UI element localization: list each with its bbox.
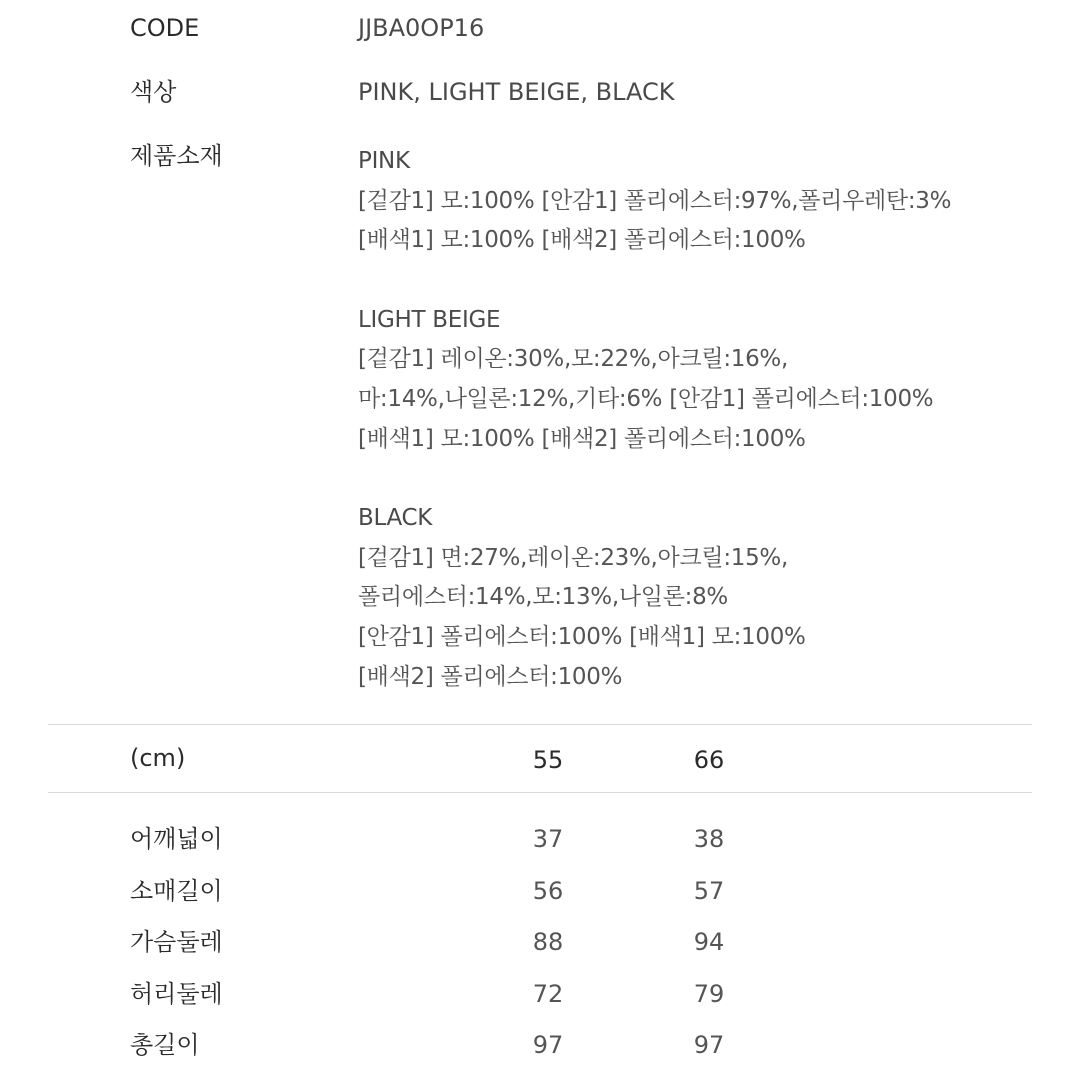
row-label: 총길이	[130, 1031, 200, 1059]
row-label: 어깨넓이	[130, 825, 223, 853]
row-value-66: 79	[693, 980, 725, 1008]
size-header-55: 55	[532, 746, 564, 774]
color-label: 색상	[130, 78, 177, 106]
material-list	[358, 142, 1058, 737]
material-color-name: PINK	[358, 148, 410, 174]
material-line: [배색1] 모:100% [배색2] 폴리에스터:100%	[358, 227, 806, 254]
table-row	[0, 979, 1080, 1009]
material-line: [배색1] 모:100% [배색2] 폴리에스터:100%	[358, 425, 806, 452]
table-row	[0, 824, 1080, 854]
material-line: [겉감1] 레이온:30%,모:22%,아크릴:16%,	[358, 346, 788, 373]
color-value: PINK, LIGHT BEIGE, BLACK	[358, 78, 675, 106]
row-value-66: 38	[693, 825, 725, 853]
table-row	[0, 1030, 1080, 1060]
row-value-55: 88	[532, 928, 564, 956]
row-value-55: 37	[532, 825, 564, 853]
material-line: [안감1] 폴리에스터:100% [배색1] 모:100%	[358, 623, 806, 650]
row-label: 가슴둘레	[130, 928, 223, 956]
material-group-pink	[358, 142, 1058, 261]
material-group-black	[358, 499, 1058, 697]
material-line: [겉감1] 모:100% [안감1] 폴리에스터:97%,폴리우레탄:3%	[358, 187, 952, 214]
table-header-divider	[48, 792, 1032, 793]
material-color-name: BLACK	[358, 505, 433, 532]
material-line: 마:14%,나일론:12%,기타:6% [안감1] 폴리에스터:100%	[358, 385, 934, 412]
material-group-light-beige	[358, 301, 1058, 459]
row-value-66: 94	[693, 928, 725, 956]
row-value-55: 56	[532, 877, 564, 905]
table-row	[0, 927, 1080, 957]
row-value-66: 97	[693, 1031, 725, 1059]
material-color-name: LIGHT BEIGE	[358, 306, 501, 333]
table-top-divider	[48, 724, 1032, 725]
material-line: [겉감1] 면:27%,레이온:23%,아크릴:15%,	[358, 544, 788, 571]
size-header-66: 66	[693, 746, 725, 774]
table-row	[0, 876, 1080, 906]
row-label: 소매길이	[130, 877, 223, 905]
row-label: 허리둘레	[130, 980, 223, 1008]
material-line: [배색2] 폴리에스터:100%	[358, 663, 623, 690]
code-value: JJBA0OP16	[358, 14, 485, 42]
row-value-55: 72	[532, 980, 564, 1008]
code-label: CODE	[130, 14, 200, 42]
row-value-66: 57	[693, 877, 725, 905]
size-unit-label: (cm)	[130, 744, 186, 772]
material-label: 제품소재	[130, 142, 223, 170]
material-line: 폴리에스터:14%,모:13%,나일론:8%	[358, 584, 728, 611]
row-value-55: 97	[532, 1031, 564, 1059]
